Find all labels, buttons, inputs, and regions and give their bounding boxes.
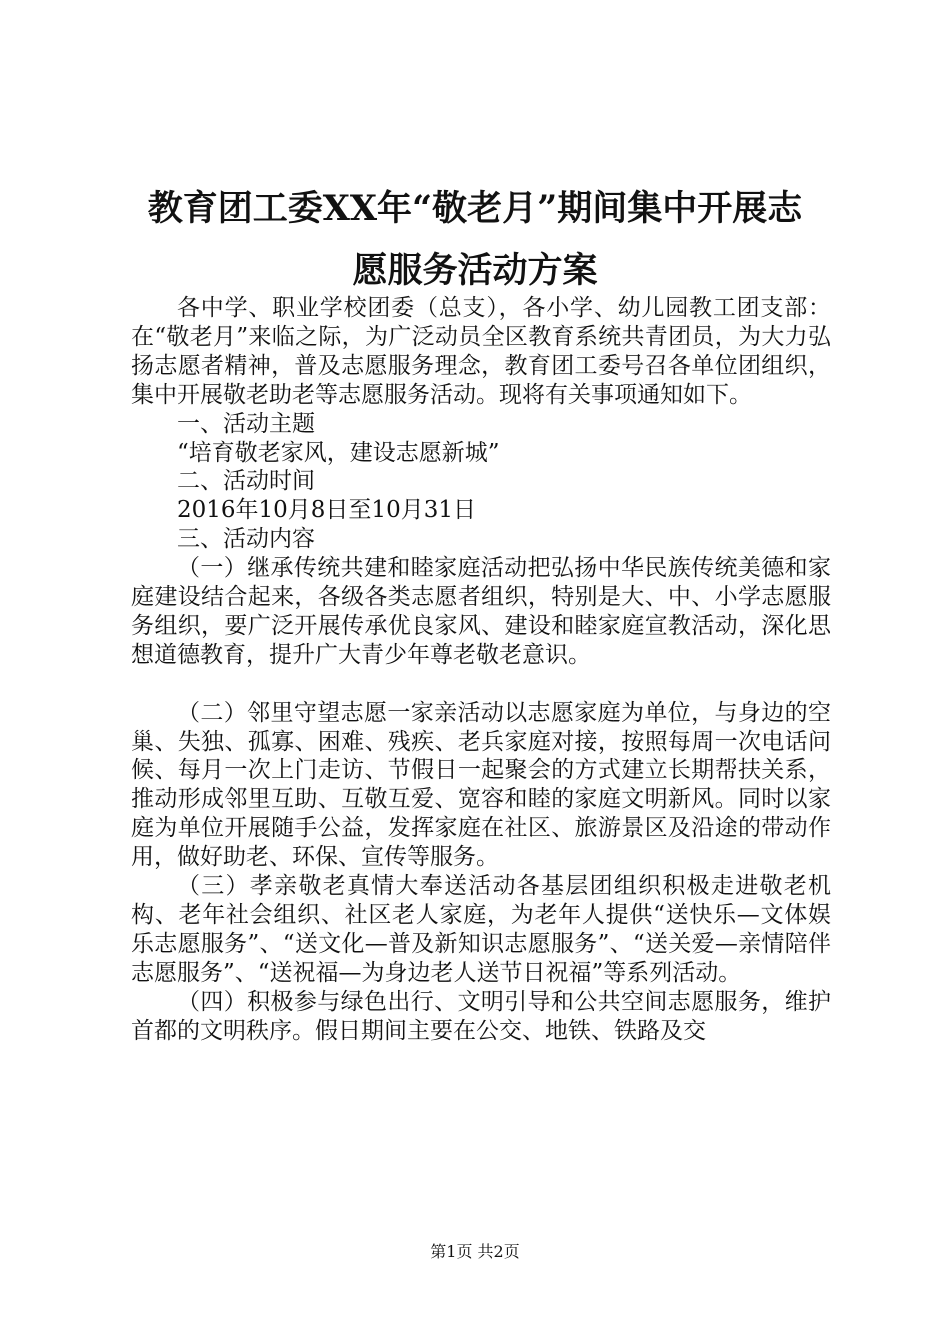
paragraph-time: 2016年10月8日至10月31日 — [177, 497, 476, 524]
paragraph-intro: 各中学、职业学校团委（总支），各小学、幼儿园教工团支部：在“敬老月”来临之际，为广泛动员全区教育系统共青团员，为大力弘扬志愿者精神，普及志愿服务理念，教育团工委号召各单位团组织，集中开展敬老助老等志愿服务活动。现将有关事项通知如下。 — [131, 295, 831, 408]
page-number-footer: 第1页 共2页 — [430, 1242, 520, 1261]
document-title-line-1: 教育团工委XX年“敬老月”期间集中开展志 — [147, 188, 803, 229]
heading-activity-content: 三、活动内容 — [177, 526, 315, 553]
paragraph-content-2: （二）邻里守望志愿一家亲活动以志愿家庭为单位，与身边的空巢、失独、孤寡、困难、残疾、老兵家庭对接，按照每周一次电话问候、每月一次上门走访、节假日一起聚会的方式建立长期帮扶关系，推动形成邻里互助、互敬互爱、宽容和睦的家庭文明新风。同时以家庭为单位开展随手公益，发挥家庭在社区、旅游景区及沿途的带动作用，做好助老、环保、宣传等服务。 — [131, 699, 831, 871]
paragraph-content-4: （四）积极参与绿色出行、文明引导和公共空间志愿服务，维护首都的文明秩序。假日期间主要在公交、地铁、铁路及交 — [131, 988, 831, 1044]
paragraph-theme: “培育敬老家风，建设志愿新城” — [177, 439, 500, 466]
heading-activity-theme: 一、活动主题 — [177, 410, 315, 437]
paragraph-content-3: （三）孝亲敬老真情大奉送活动各基层团组织积极走进敬老机构、老年社会组织、社区老人家庭，为老年人提供“送快乐—文体娱乐志愿服务”、“送文化—普及新知识志愿服务”、“送关爱—亲情陪伴志愿服务”、“送祝福—为身边老人送节日祝福”等系列活动。 — [131, 873, 831, 986]
document-title-line-2: 愿服务活动方案 — [352, 250, 598, 291]
heading-activity-time: 二、活动时间 — [177, 468, 315, 495]
paragraph-content-1: （一）继承传统共建和睦家庭活动把弘扬中华民族传统美德和家庭建设结合起来，各级各类志愿者组织，特别是大、中、小学志愿服务组织，要广泛开展传承优良家风、建设和睦家庭宣教活动，深化思想道德教育，提升广大青少年尊老敬老意识。 — [131, 555, 831, 668]
document-body — [131, 294, 831, 1046]
